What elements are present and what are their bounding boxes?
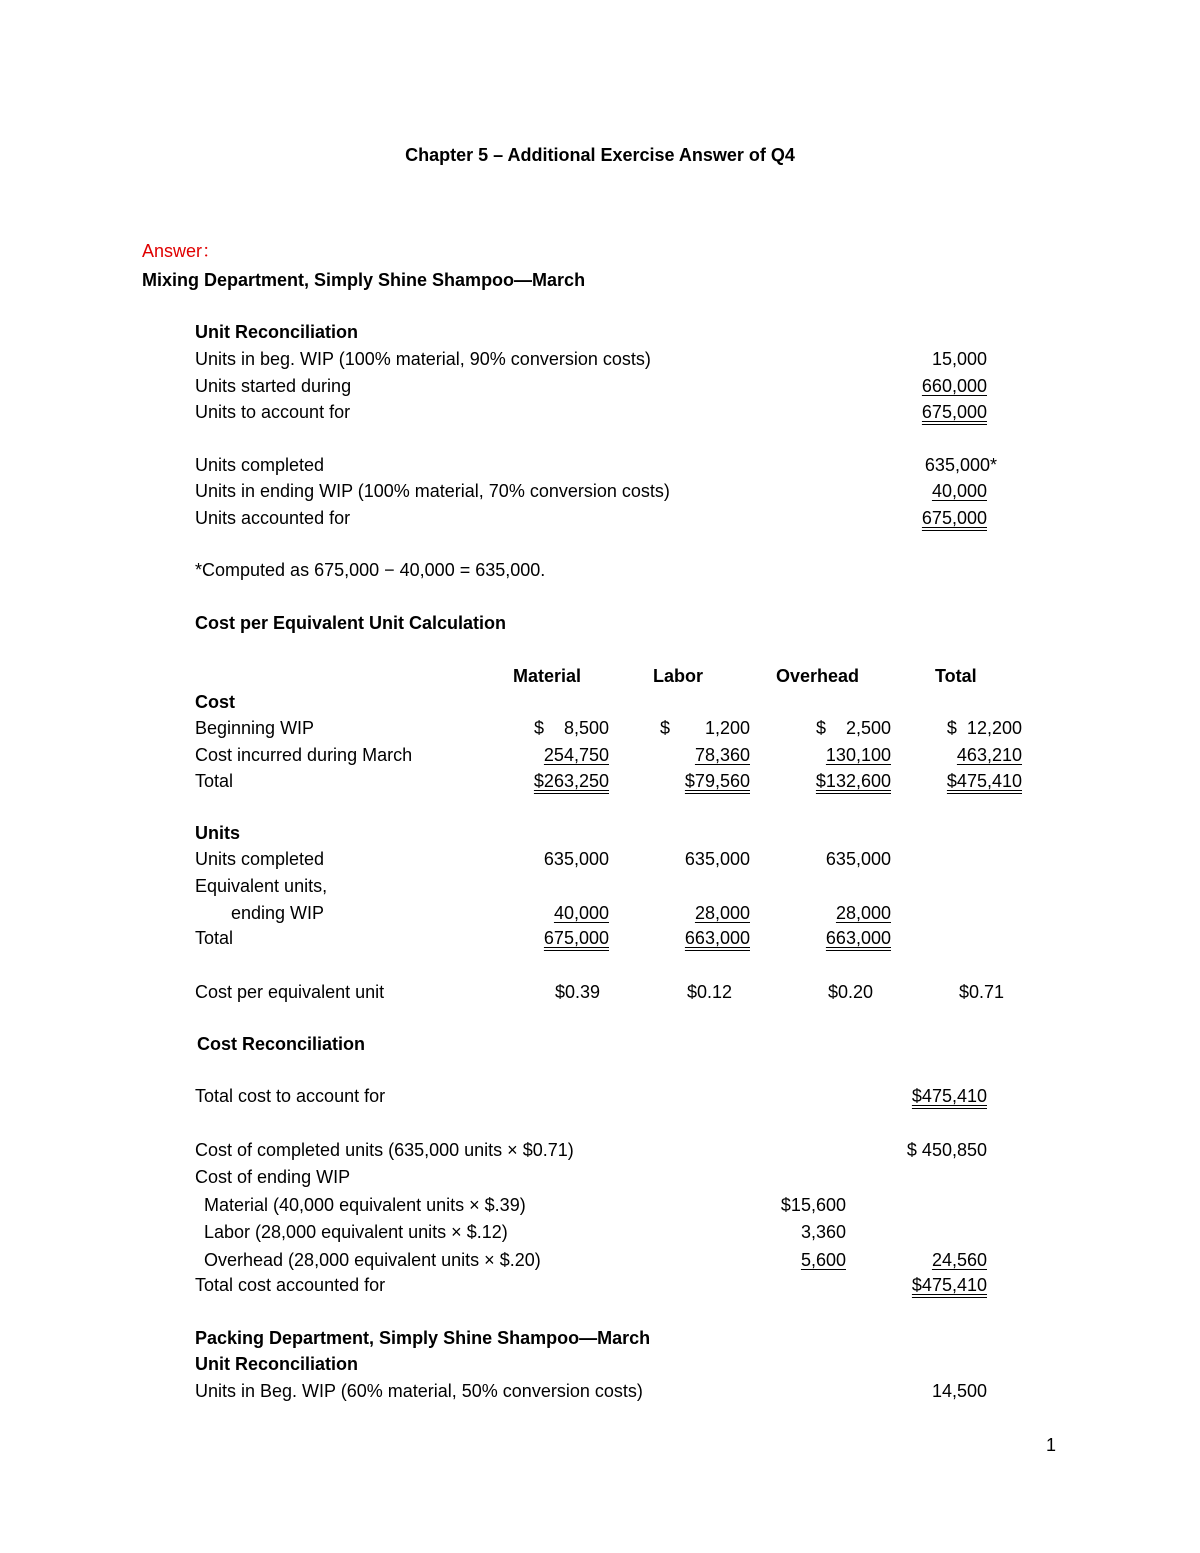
cost-incurred-label: Cost incurred during March [195, 745, 413, 765]
total-cost-labor: $79,560 [684, 771, 750, 791]
eu-ending-material: 40,000 [553, 903, 609, 923]
packing-beg-wip-value: 14,500 [931, 1381, 987, 1401]
unit-row-label: Units accounted for [195, 508, 351, 528]
column-header-total: Total [935, 666, 977, 686]
beginning-wip-total: $ 12,200 [946, 718, 1022, 738]
column-header-material: Material [513, 666, 582, 686]
cost-per-eu-material: $0.39 [554, 982, 600, 1002]
cost-per-eu-heading: Cost per Equivalent Unit Calculation [195, 613, 507, 633]
accounted-label: Total cost accounted for [195, 1275, 386, 1295]
ending-wip-total-value: 24,560 [931, 1250, 987, 1270]
cost-per-eu-total: $0.71 [958, 982, 1004, 1002]
cost-label: Cost [195, 692, 235, 712]
units-label: Units [195, 823, 240, 843]
material-cost-label: Material (40,000 equivalent units × $.39) [204, 1195, 526, 1215]
unit-row-label: Units to account for [195, 402, 351, 422]
completed-cost-label: Cost of completed units (635,000 units × $0.71) [195, 1140, 574, 1160]
unit-row-value: 660,000 [921, 376, 987, 396]
unit-row-value: 15,000 [931, 349, 987, 369]
beginning-wip-labor: $ 1,200 [659, 718, 750, 738]
ending-wip-label: ending WIP [231, 903, 325, 923]
packing-beg-wip-label: Units in Beg. WIP (60% material, 50% conversion costs) [195, 1381, 643, 1401]
material-cost-value: $15,600 [780, 1195, 846, 1215]
beginning-wip-material: $ 8,500 [533, 718, 609, 738]
units-completed-material: 635,000 [543, 849, 609, 869]
mixing-heading: Mixing Department, Simply Shine Shampoo—March [142, 270, 586, 290]
answer-label: Answer： [142, 241, 221, 261]
labor-cost-label: Labor (28,000 equivalent units × $.12) [204, 1222, 508, 1242]
unit-row-value: 675,000 [921, 402, 987, 422]
units-total-label: Total [195, 928, 234, 948]
unit-row-value: 40,000 [931, 481, 987, 501]
total-cost-overhead: $132,600 [815, 771, 891, 791]
column-header-labor: Labor [653, 666, 704, 686]
units-total-labor: 663,000 [684, 928, 750, 948]
units-total-overhead: 663,000 [825, 928, 891, 948]
total-to-account-value: $475,410 [911, 1086, 987, 1106]
beginning-wip-overhead: $ 2,500 [815, 718, 891, 738]
cost-per-eu-label: Cost per equivalent unit [195, 982, 385, 1002]
units-total-material: 675,000 [543, 928, 609, 948]
total-to-account-label: Total cost to account for [195, 1086, 386, 1106]
total-cost-total: $475,410 [946, 771, 1022, 791]
overhead-cost-label: Overhead (28,000 equivalent units × $.20) [204, 1250, 541, 1270]
overhead-cost-value: 5,600 [800, 1250, 846, 1270]
units-completed-overhead: 635,000 [825, 849, 891, 869]
total-cost-material: $263,250 [533, 771, 609, 791]
eu-ending-overhead: 28,000 [835, 903, 891, 923]
total-cost-label: Total [195, 771, 234, 791]
unit-reconciliation-heading: Unit Reconciliation [195, 322, 359, 342]
completed-cost-value: $ 450,850 [906, 1140, 987, 1160]
beginning-wip-label: Beginning WIP [195, 718, 315, 738]
equivalent-units-label: Equivalent units, [195, 876, 328, 896]
unit-row-label: Units started during [195, 376, 352, 396]
column-header-overhead: Overhead [776, 666, 860, 686]
page-number: 1 [1046, 1435, 1057, 1455]
packing-heading: Packing Department, Simply Shine Shampoo—March [195, 1328, 651, 1348]
packing-unit-reconciliation-heading: Unit Reconciliation [195, 1354, 359, 1374]
units-completed-labor: 635,000 [684, 849, 750, 869]
cost-incurred-total: 463,210 [956, 745, 1022, 765]
unit-row-label: Units in ending WIP (100% material, 70% conversion costs) [195, 481, 670, 501]
cost-incurred-labor: 78,360 [694, 745, 750, 765]
page-title: Chapter 5 – Additional Exercise Answer of Q4 [405, 145, 795, 165]
cost-incurred-material: 254,750 [543, 745, 609, 765]
ending-wip-cost-label: Cost of ending WIP [195, 1167, 351, 1187]
eu-ending-labor: 28,000 [694, 903, 750, 923]
accounted-value: $475,410 [911, 1275, 987, 1295]
cost-per-eu-overhead: $0.20 [827, 982, 873, 1002]
unit-row-label: Units completed [195, 455, 325, 475]
unit-row-label: Units in beg. WIP (100% material, 90% conversion costs) [195, 349, 651, 369]
footnote: *Computed as 675,000 − 40,000 = 635,000. [195, 560, 546, 580]
cost-reconciliation-heading: Cost Reconciliation [197, 1034, 366, 1054]
unit-row-value: 635,000* [924, 455, 997, 475]
cost-incurred-overhead: 130,100 [825, 745, 891, 765]
labor-cost-value: 3,360 [800, 1222, 846, 1242]
unit-row-value: 675,000 [921, 508, 987, 528]
units-completed-label: Units completed [195, 849, 325, 869]
cost-per-eu-labor: $0.12 [686, 982, 732, 1002]
